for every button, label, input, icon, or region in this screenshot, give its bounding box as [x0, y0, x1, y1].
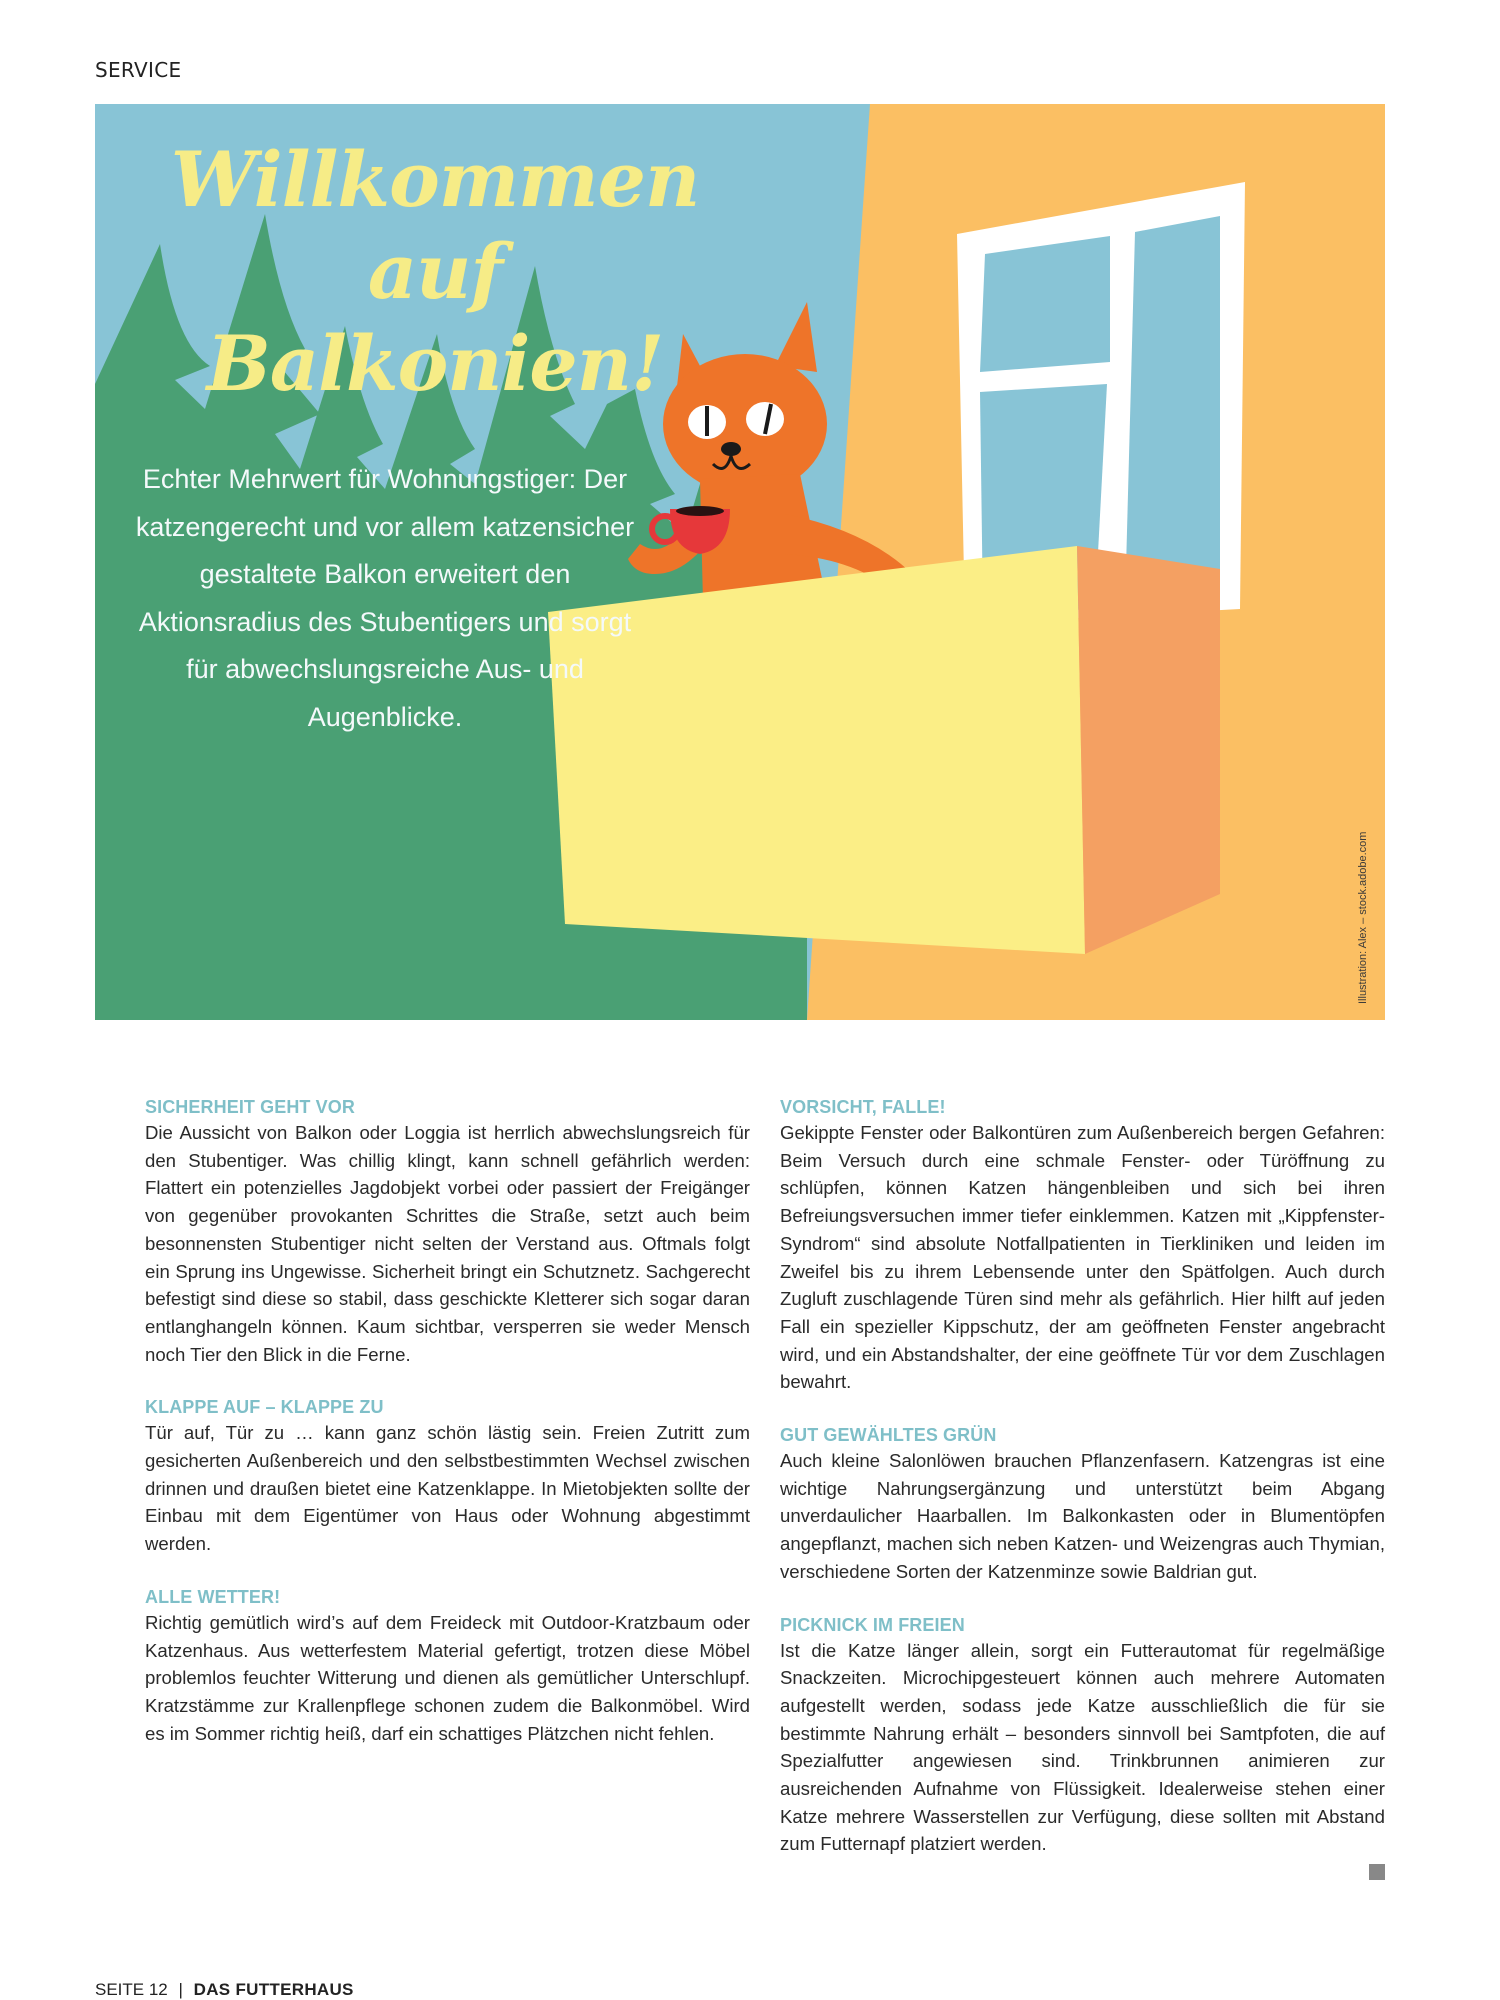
right-column [780, 1095, 1385, 1885]
article-klappe [145, 1395, 750, 1558]
article-vorsicht [780, 1095, 1385, 1396]
hero-illustration [95, 104, 1385, 1020]
article-picknick [780, 1613, 1385, 1859]
article-heading: ALLE WETTER! [145, 1586, 281, 1607]
article-gruen [780, 1423, 1385, 1586]
left-column [145, 1095, 750, 1774]
page-footer [95, 1980, 354, 2000]
article-body: Ist die Katze länger allein, sorgt ein Futterautomat für regelmäßige Snackzeiten. Microchipgesteuert können auch mehrere Automaten aufgestellt werden, sodass jede Katze ausschließlich die für sie bestimmte Nahrung erhält – besonders sinnvoll bei Samtpfoten, die auf Spezialfutter angewiesen sind. Trinkbrunnen animieren zur ausreichenden Aufnahme von Flüssigkeit. Idealerweise stehen einer Katze mehrere Wasserstellen zur Verfügung, diese sollten mit Abstand zum Futternapf platziert werden. [780, 1639, 1385, 1855]
article-body: Gekippte Fenster oder Balkontüren zum Außenbereich bergen Gefahren: Beim Versuch durch eine schmale Fenster- oder Türöffnung zu schlüpfen, können Katzen hängenbleiben und sich bei ihren Befreiungsversuchen immer tiefer einklemmen. Katzen mit „Kippfenster-Syndrom“ sind absolute Notfallpatienten in Tierkliniken und leiden im Zweifel bis zu ihrem Lebensende unter den Spätfolgen. Auch durch Zugluft zuschlagende Türen sind mehr als gefährlich. Hier hilft auf jeden Fall ein spezieller Kippschutz, der am geöffneten Fenster angebracht wird, und ein Abstandshalter, der eine geöffnete Tür vor dem Zuschlagen bewahrt. [780, 1122, 1385, 1393]
article-heading: KLAPPE AUF – KLAPPE ZU [145, 1397, 384, 1418]
article-sicherheit [145, 1095, 750, 1368]
section-label: SERVICE [95, 58, 182, 82]
illustration-credit: Illustration: Alex – stock.adobe.com [1357, 831, 1369, 1004]
article-body: Die Aussicht von Balkon oder Loggia ist herrlich abwechslungsreich für den Stubentiger. Was chillig klingt, kann schnell gefährlich werden: Flattert ein potenzielles Jagdobjekt vorbei oder passiert der Freigänger von gegenüber provokanten Schrittes die Straße, setzt auch beim besonnensten Stubentiger nicht selten der Verstand aus. Oftmals folgt ein Sprung ins Ungewisse. Sicherheit bringt ein Schutznetz. Sachgerecht befestigt sind diese so stabil, dass geschickte Kletterer sich sogar daran entlanghangeln können. Kaum sichtbar, versperren sie weder Mensch noch Tier den Blick in die Ferne. [145, 1122, 750, 1365]
article-heading: VORSICHT, FALLE! [780, 1097, 946, 1117]
footer-separator: | [178, 1980, 183, 1999]
hero-intro: Echter Mehrwert für Wohnungstiger: Der katzengerecht und vor allem katzensicher gestaltete Balkon erweitert den Aktionsradius des Stubentigers und sorgt für abwechslungsreiche Aus- und Augenblicke. [135, 464, 635, 732]
article-heading: GUT GEWÄHLTES GRÜN [780, 1425, 997, 1446]
brand-name: DAS FUTTERHAUS [193, 1980, 354, 1999]
hero-title-line2: auf Balkonien! [206, 227, 664, 408]
page-number: SEITE 12 [95, 1980, 168, 1999]
article-body: Richtig gemütlich wird’s auf dem Freideck mit Outdoor-Kratzbaum oder Katzenhaus. Aus wetterfestem Material gefertigt, trotzen diese Möbel problemlos feuchter Witterung und dienen als gemütlicher Unterschlupf. Kratzstämme zur Krallenpflege schonen zudem die Balkonmöbel. Wird es im Sommer richtig heiß, darf ein schattiges Plätzchen nicht fehlen. [145, 1611, 750, 1744]
article-heading: SICHERHEIT GEHT VOR [145, 1097, 355, 1117]
hero-title-line1: Willkommen [170, 135, 700, 224]
article-body: Tür auf, Tür zu … kann ganz schön lästig sein. Freien Zutritt zum gesicherten Außenbereich und den selbstbestimmten Wechsel zwischen drinnen und draußen bietet eine Katzenklappe. In Mietobjekten sollte der Einbau mit dem Eigentümer von Haus oder Wohnung abgestimmt werden. [145, 1422, 750, 1555]
hero-title [135, 134, 735, 410]
article-body: Auch kleine Salonlöwen brauchen Pflanzenfasern. Katzengras ist eine wichtige Nahrungsergänzung und unterstützt beim Abgang unverdaulicher Haarballen. Im Balkonkasten oder in Blumentöpfen angepflanzt, machen sich neben Katzen- und Weizengras auch Thymian, verschiedene Sorten der Katzenminze sowie Baldrian gut. [780, 1450, 1385, 1582]
end-of-article-square-icon [1369, 1864, 1385, 1880]
balcony-side [1077, 546, 1220, 954]
article-heading: PICKNICK IM FREIEN [780, 1614, 965, 1635]
article-wetter [145, 1585, 750, 1748]
